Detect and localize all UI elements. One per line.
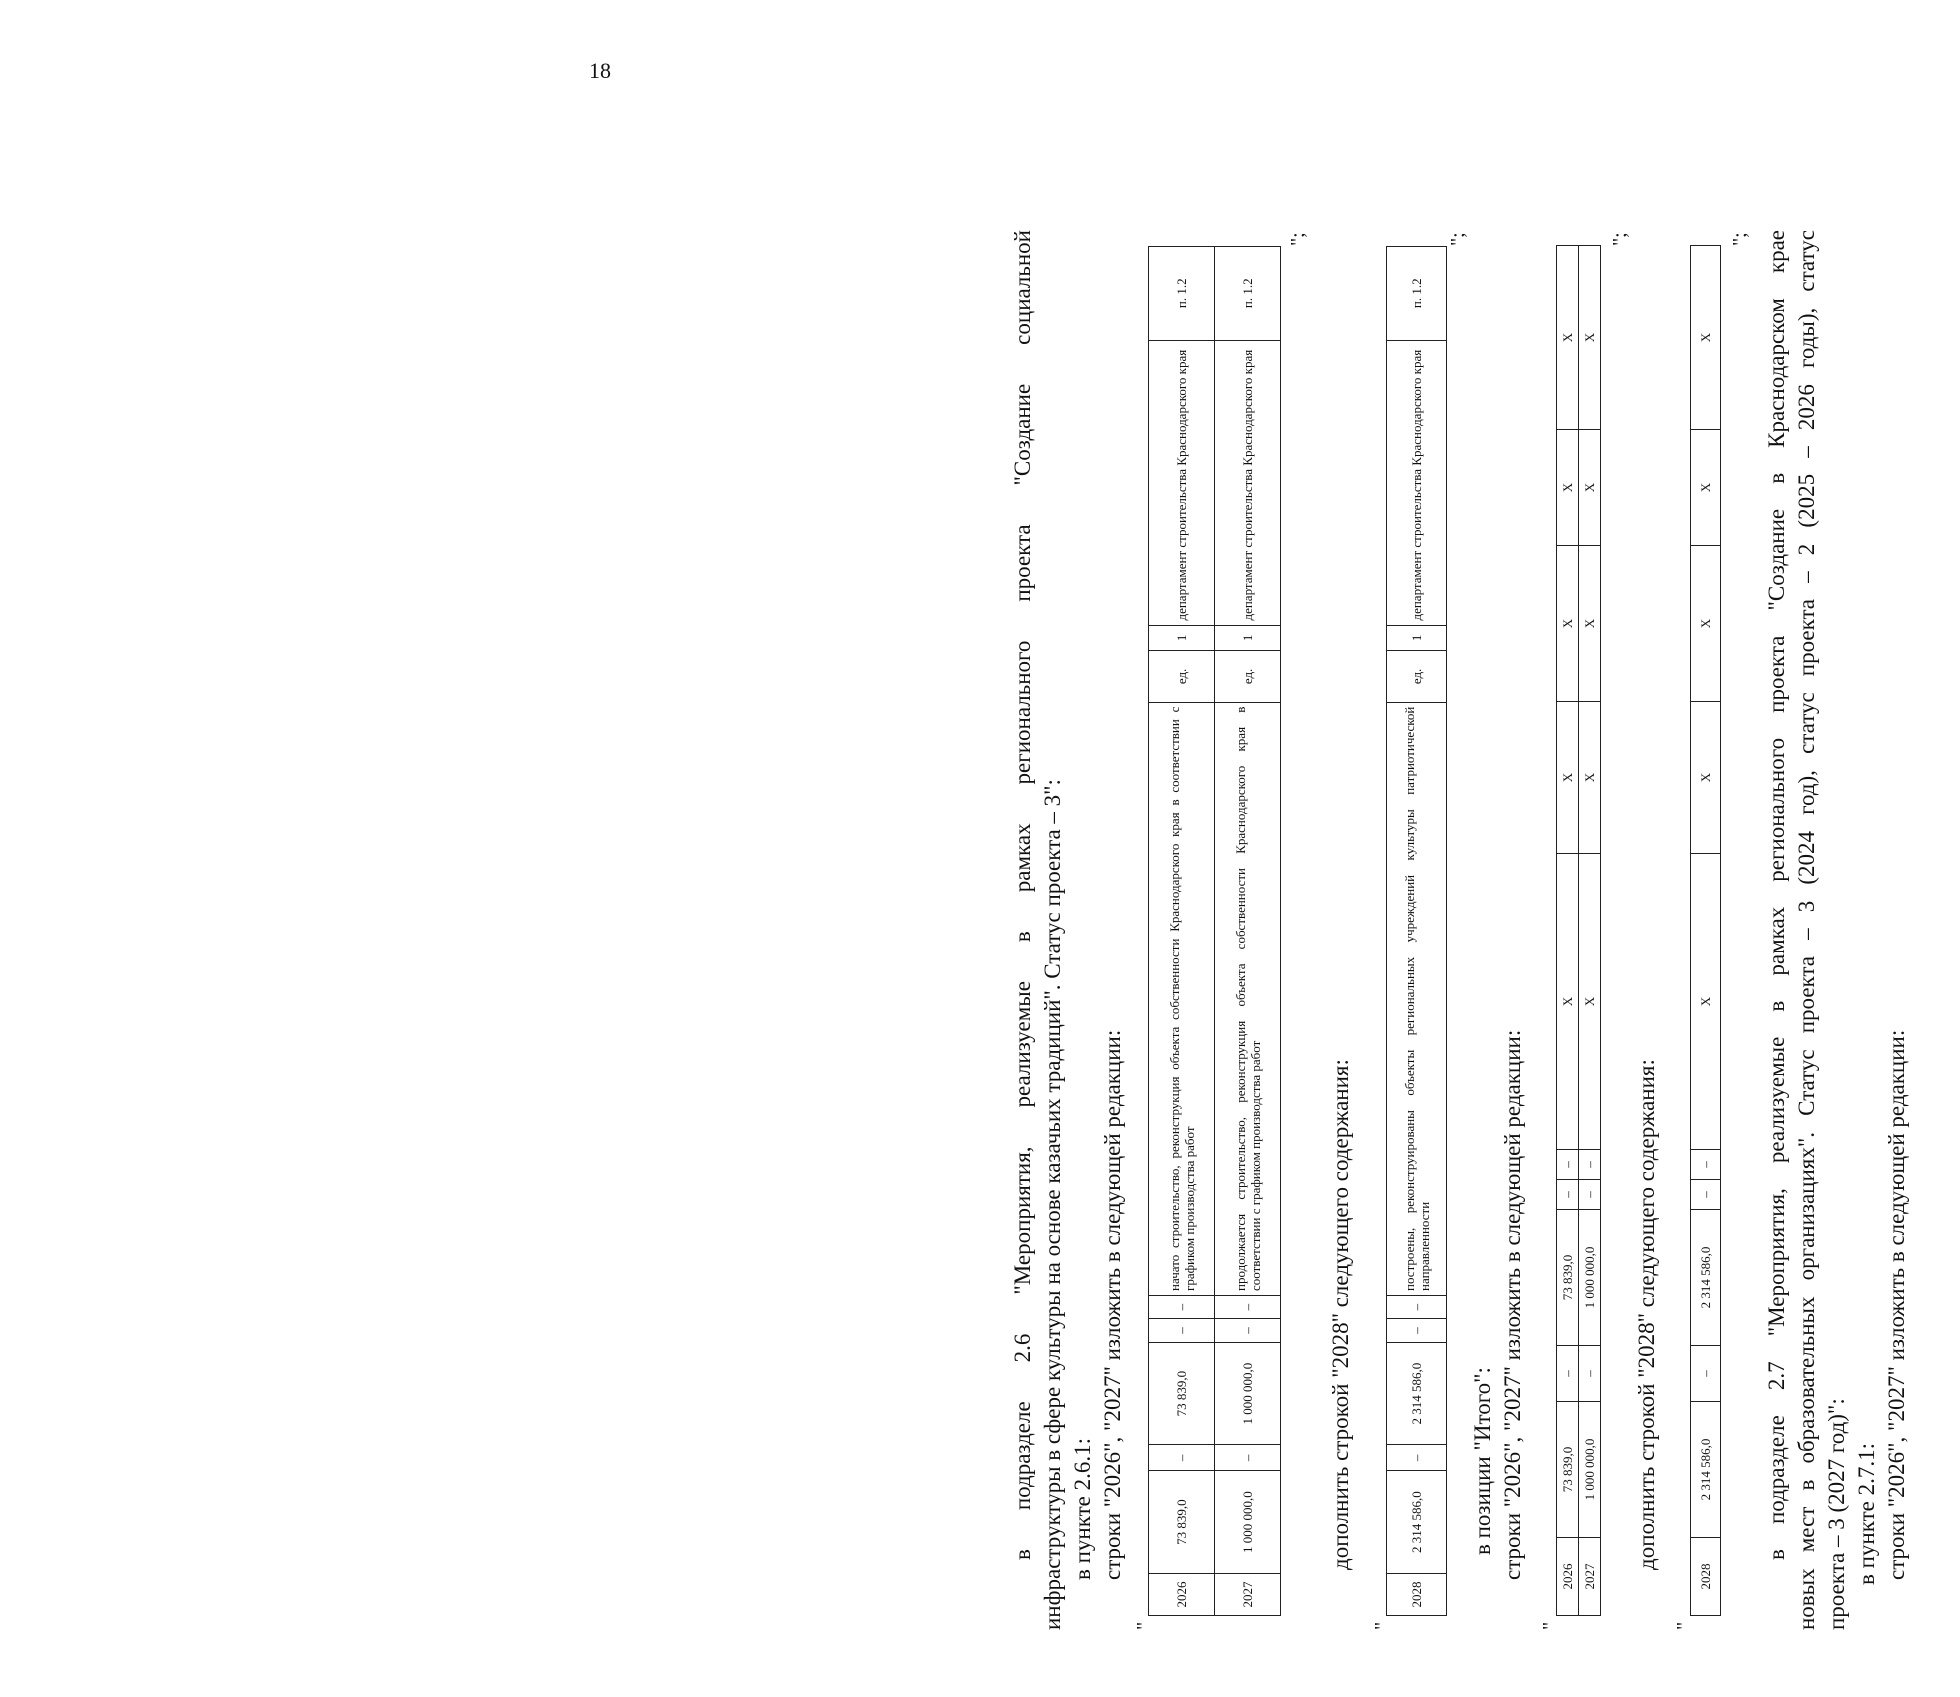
page-number: 18 — [589, 58, 611, 83]
table-2-6-1-row-2028 — [1386, 246, 1447, 1616]
regional-cell: 1 000 000,0 — [1215, 1342, 1281, 1445]
item-2-7-1-label: в пункте 2.7.1: — [1854, 1443, 1879, 1585]
table-2-6-1-rows-2026-2027 — [1148, 246, 1281, 1616]
year-cell: 2026 — [1557, 1538, 1579, 1616]
result-cell: продолжается строительство, реконструкция объекта собственности Краснодарского края в соответствии с графиком производства работ — [1215, 702, 1281, 1295]
year-cell: 2027 — [1579, 1538, 1601, 1616]
year-cell: 2028 — [1691, 1538, 1721, 1616]
table-row — [1215, 247, 1281, 1616]
reference-cell: п. 1.2 — [1149, 247, 1215, 341]
x-cell: X — [1557, 246, 1579, 430]
item-2-6-1-label: в пункте 2.6.1: — [1070, 1438, 1095, 1580]
subsection-2-7-paragraph-line-2: новых мест в образовательных организациях". Статус проекта – 3 (2024 год), статус проекта – 2 (2025 – 2026 годы), статус — [1794, 230, 1819, 1630]
x-cell: X — [1557, 702, 1579, 854]
extrabudget-cell: – — [1557, 1150, 1579, 1180]
subsection-2-7-paragraph-line-3: проекта – 3 (2027 год)": — [1824, 1398, 1849, 1630]
closing-quote: "; — [1287, 232, 1309, 246]
local-cell: – — [1691, 1180, 1721, 1210]
result-cell: построены, реконструированы объекты региональных учреждений культуры патриотической направленности — [1387, 702, 1447, 1295]
block2-instruction: дополнить строкой "2028" следующего содержания: — [1328, 1059, 1353, 1570]
year-cell: 2026 — [1149, 1573, 1215, 1615]
x-cell: X — [1579, 430, 1601, 546]
extrabudget-cell: – — [1579, 1150, 1601, 1180]
closing-quote: "; — [1609, 232, 1631, 246]
closing-quote: "; — [1729, 232, 1751, 246]
opening-quote: " — [1539, 1621, 1561, 1630]
extrabudget-cell: – — [1215, 1295, 1281, 1318]
federal-cell: – — [1149, 1445, 1215, 1471]
x-cell: X — [1579, 702, 1601, 854]
table-row — [1557, 246, 1579, 1616]
x-cell: X — [1579, 246, 1601, 430]
regional-cell: 1 000 000,0 — [1579, 1210, 1601, 1346]
opening-quote: " — [1371, 1621, 1393, 1630]
x-cell: X — [1579, 854, 1601, 1150]
total-cell: 73 839,0 — [1149, 1471, 1215, 1574]
x-cell: X — [1691, 702, 1721, 854]
x-cell: X — [1557, 854, 1579, 1150]
x-cell: X — [1691, 246, 1721, 430]
table-total-row-2028 — [1690, 245, 1721, 1616]
table-row — [1579, 246, 1601, 1616]
unit-cell: ед. — [1215, 651, 1281, 702]
total-cell: 2 314 586,0 — [1387, 1471, 1447, 1574]
federal-cell: – — [1579, 1346, 1601, 1402]
block3-instruction: строки "2026", "2027" изложить в следующей редакции: — [1500, 1029, 1525, 1580]
table-row — [1387, 247, 1447, 1616]
federal-cell: – — [1557, 1346, 1579, 1402]
extrabudget-cell: – — [1691, 1150, 1721, 1180]
local-cell: – — [1557, 1180, 1579, 1210]
federal-cell: – — [1387, 1445, 1447, 1471]
opening-quote: " — [1133, 1621, 1155, 1630]
local-cell: – — [1579, 1180, 1601, 1210]
executor-cell: департамент строительства Краснодарского края — [1149, 340, 1215, 625]
opening-quote: " — [1673, 1621, 1695, 1630]
itogo-position-label: в позиции "Итого": — [1470, 1367, 1495, 1555]
subsection-2-7-paragraph-line-1: в подразделе 2.7 "Мероприятия, реализуемые в рамках регионального проекта "Создание в Краснодарском крае — [1764, 230, 1789, 1560]
unit-cell: ед. — [1387, 651, 1447, 702]
extrabudget-cell: – — [1149, 1295, 1215, 1318]
extrabudget-cell: – — [1387, 1295, 1447, 1318]
subsection-2-6-paragraph-line-2: инфраструктуры в сфере культуры на основе казачьих традиций". Статус проекта – 3": — [1040, 779, 1065, 1630]
total-cell: 2 314 586,0 — [1691, 1402, 1721, 1538]
subsection-2-6-paragraph-line-1: в подразделе 2.6 "Мероприятия, реализуемые в рамках регионального проекта "Создание социальной — [1010, 230, 1035, 1560]
regional-cell: 73 839,0 — [1149, 1342, 1215, 1445]
quantity-cell: 1 — [1149, 625, 1215, 651]
x-cell: X — [1691, 430, 1721, 546]
table-total-rows-2026-2027 — [1556, 245, 1601, 1616]
quantity-cell: 1 — [1215, 625, 1281, 651]
reference-cell: п. 1.2 — [1387, 247, 1447, 341]
block5-instruction: строки "2026", "2027" изложить в следующей редакции: — [1884, 1029, 1909, 1580]
year-cell: 2028 — [1387, 1573, 1447, 1615]
x-cell: X — [1691, 854, 1721, 1150]
block1-instruction: строки "2026", "2027" изложить в следующей редакции: — [1100, 1029, 1125, 1580]
quantity-cell: 1 — [1387, 625, 1447, 651]
executor-cell: департамент строительства Краснодарского края — [1215, 340, 1281, 625]
block4-instruction: дополнить строкой "2028" следующего содержания: — [1634, 1059, 1659, 1570]
x-cell: X — [1557, 430, 1579, 546]
closing-quote: "; — [1447, 232, 1469, 246]
x-cell: X — [1557, 546, 1579, 702]
x-cell: X — [1691, 546, 1721, 702]
federal-cell: – — [1215, 1445, 1281, 1471]
local-cell: – — [1215, 1319, 1281, 1342]
local-cell: – — [1149, 1319, 1215, 1342]
local-cell: – — [1387, 1319, 1447, 1342]
reference-cell: п. 1.2 — [1215, 247, 1281, 341]
unit-cell: ед. — [1149, 651, 1215, 702]
x-cell: X — [1579, 546, 1601, 702]
rotated-landscape-content — [1000, 230, 1960, 1630]
total-cell: 73 839,0 — [1557, 1402, 1579, 1538]
year-cell: 2027 — [1215, 1573, 1281, 1615]
regional-cell: 73 839,0 — [1557, 1210, 1579, 1346]
result-cell: начато строительство, реконструкция объекта собственности Краснодарского края в соответствии с графиком производства работ — [1149, 702, 1215, 1295]
total-cell: 1 000 000,0 — [1579, 1402, 1601, 1538]
executor-cell: департамент строительства Краснодарского края — [1387, 340, 1447, 625]
table-row — [1149, 247, 1215, 1616]
regional-cell: 2 314 586,0 — [1691, 1210, 1721, 1346]
federal-cell: – — [1691, 1346, 1721, 1402]
regional-cell: 2 314 586,0 — [1387, 1342, 1447, 1445]
table-row — [1691, 246, 1721, 1616]
total-cell: 1 000 000,0 — [1215, 1471, 1281, 1574]
